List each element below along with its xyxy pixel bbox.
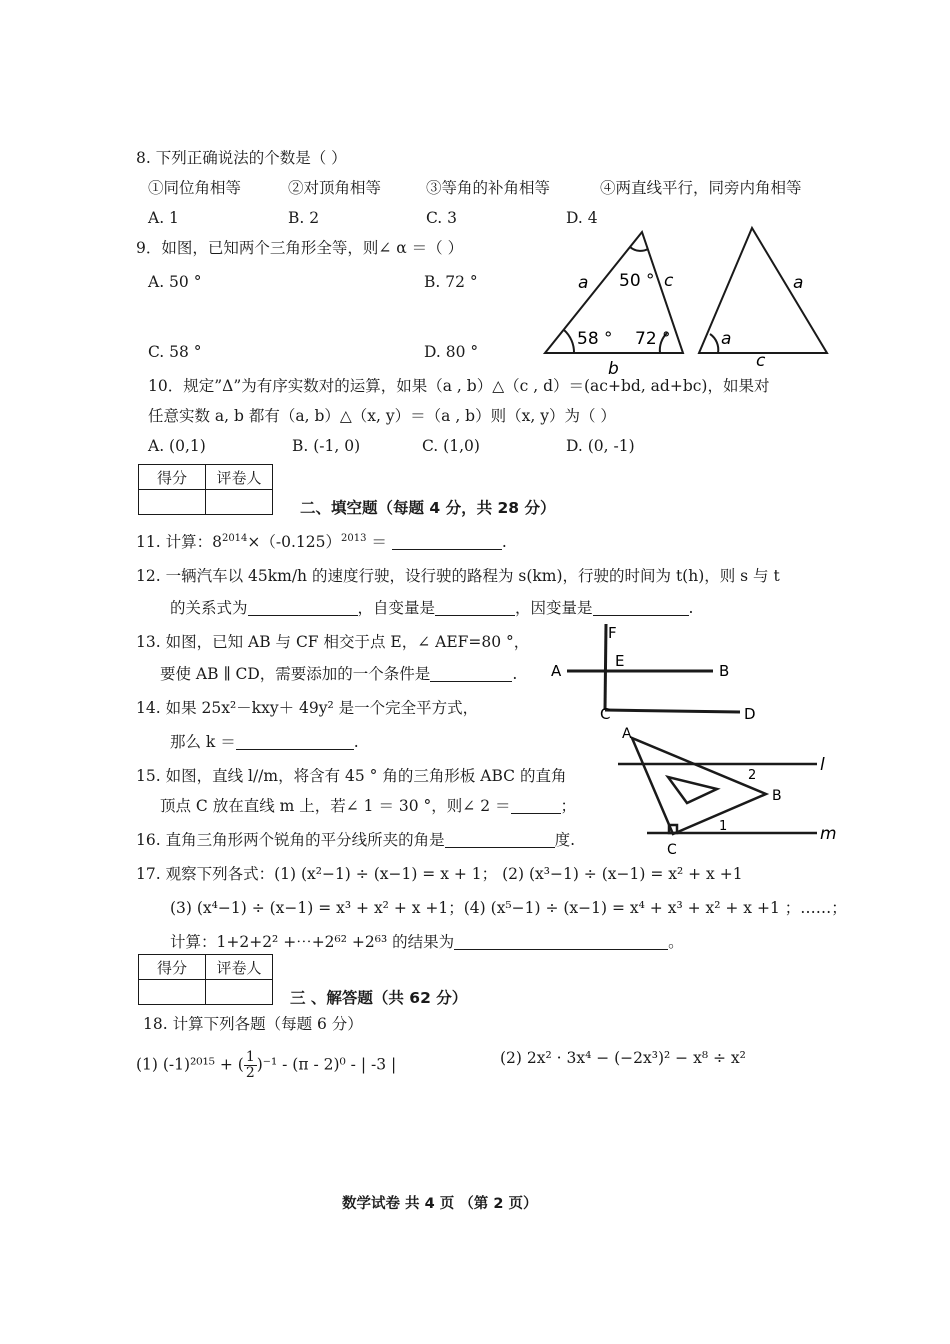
q13-line1: 13. 如图，已知 AB 与 CF 相交于点 E，∠ AEF=80 °， [136,633,530,651]
q10-option-d: D. (0, -1) [566,437,635,455]
q16-line: 16. 直角三角形两个锐角的平分线所夹的角是 度. [136,831,576,849]
q9-label-c2: c [756,351,766,371]
q13-label-b: B [719,662,730,680]
q15-line2: 顶点 C 放在直线 m 上，若∠ 1 ＝ 30 °，则∠ 2 ＝ ； [160,797,577,815]
q13-label-e: E [615,652,625,670]
q14-line2: 那么 k ＝ . [170,733,359,751]
q10-line1: 10．规定”Δ”为有序实数对的运算，如果（a , b）△（c , d）＝(ac+bd, ad+bc)，如果对 [148,377,770,395]
q13-label-f: F [608,624,617,642]
q15-angle-2: 2 [748,768,757,783]
q15-label-l: l [820,755,825,775]
q13-label-a: A [551,662,562,680]
q8-item-3: ③等角的补角相等 [426,179,551,197]
score-header-2: 得分 [139,955,206,980]
q15-label-c: C [667,842,677,858]
page-footer: 数学试卷 共 4 页 （第 2 页） [342,1196,538,1212]
q9-label-a2: a [793,273,804,293]
q17-answer-blank[interactable] [454,933,668,950]
q12-dependent-blank[interactable] [593,599,689,616]
grader-header-2: 评卷人 [206,955,273,980]
score-header: 得分 [139,465,206,490]
q9-option-a: A. 50 ° [148,273,202,291]
q9-option-d: D. 80 ° [424,343,479,361]
q9-option-b: B. 72 ° [424,273,478,291]
q10-line2: 任意实数 a, b 都有（a, b）△（x, y）＝（a , b）则（x, y）为（ ） [148,407,616,425]
q15-line1: 15. 如图，直线 l//m，将含有 45 ° 角的三角形板 ABC 的直角 [136,767,567,785]
q13-answer-blank[interactable] [430,665,512,682]
q9-label-b: b [608,359,619,379]
q8-option-a: A. 1 [148,209,179,227]
section-3-heading: 三 、解答题（共 62 分） [290,989,468,1007]
q17-line1: 17. 观察下列各式：(1) (x²−1) ÷ (x−1) = x + 1； (2) (x³−1) ÷ (x−1) = x² + x +1 [136,865,743,883]
q8-stem: 8. 下列正确说法的个数是（ ） [136,149,347,167]
grader-cell-2[interactable] [206,980,273,1005]
q12-relation-blank[interactable] [248,599,358,616]
q9-label-alpha: a [721,329,732,349]
q13-label-c: C [600,705,611,723]
q9-angle-72: 72 ° [635,329,671,349]
q13-label-d: D [744,705,756,723]
q9-stem: 9．如图，已知两个三角形全等，则∠ α ＝（ ） [136,239,464,257]
score-table-2 [138,954,273,1005]
q9-option-c: C. 58 ° [148,343,202,361]
q14-answer-blank[interactable] [236,733,354,750]
q18-part2: (2) 2x² · 3x⁴ − (−2x³)² − x⁸ ÷ x² [500,1049,746,1067]
q15-label-b: B [772,788,782,804]
q17-line2: (3) (x⁴−1) ÷ (x−1) = x³ + x² + x +1；(4) (x⁵−1) ÷ (x−1) = x⁴ + x³ + x² + x +1 ；……； [170,899,847,917]
q13-line2: 要使 AB ∥ CD，需要添加的一个条件是 . [160,665,518,683]
q18-stem: 18. 计算下列各题（每题 6 分） [143,1015,363,1033]
q12-line1: 12. 一辆汽车以 45km/h 的速度行驶，设行驶的路程为 s(km)，行驶的时间为 t(h)，则 s 与 t [136,567,780,585]
q18-part1: (1) (-1)²⁰¹⁵ + ( $\frac{1}{2}$ )⁻¹ - (π - 2)⁰ - | -3 | [136,1049,397,1081]
q8-item-1: ①同位角相等 [148,179,242,197]
q10-option-a: A. (0,1) [148,437,206,455]
q12-line2: 的关系式为 ，自变量是 ，因变量是 . [170,599,694,617]
q11-answer-blank[interactable] [392,533,502,550]
q14-line1: 14. 如果 25x²－kxy＋ 49y² 是一个完全平方式， [136,699,479,717]
q9-angle-50: 50 ° [619,271,655,291]
q12-independent-blank[interactable] [435,599,515,616]
grader-cell[interactable] [206,490,273,515]
q10-option-b: B. (-1, 0) [292,437,361,455]
q8-option-d: D. 4 [566,209,598,227]
q17-line3: 计算：1+2+2² +⋯+2⁶² +2⁶³ 的结果为 。 [170,933,684,951]
q15-answer-blank[interactable] [511,797,561,814]
q9-congruent-triangles-figure [540,220,840,380]
q18-fraction: $\frac{1}{2}$ [245,1049,255,1081]
q9-label-a: a [578,273,589,293]
q15-label-a: A [622,726,632,742]
section-2-heading: 二、填空题（每题 4 分，共 28 分） [300,499,556,517]
q13-intersecting-lines-figure [545,620,775,730]
q8-item-2: ②对顶角相等 [288,179,382,197]
q15-triangle-board-figure [612,722,842,857]
q15-angle-1: 1 [719,819,728,834]
q15-label-m: m [820,824,837,844]
q8-item-4: ④两直线平行，同旁内角相等 [600,179,802,197]
score-cell[interactable] [139,490,206,515]
q8-option-c: C. 3 [426,209,458,227]
grader-header: 评卷人 [206,465,273,490]
q9-angle-58: 58 ° [577,329,613,349]
q11-line: 11. 计算：$8^{2014}\times(-0.125)^{2013}$ ＝ . [136,532,507,551]
score-cell-2[interactable] [139,980,206,1005]
q8-option-b: B. 2 [288,209,320,227]
q16-answer-blank[interactable] [445,831,555,848]
q10-option-c: C. (1,0) [422,437,480,455]
q9-label-c: c [664,271,674,291]
score-table-1 [138,464,273,515]
